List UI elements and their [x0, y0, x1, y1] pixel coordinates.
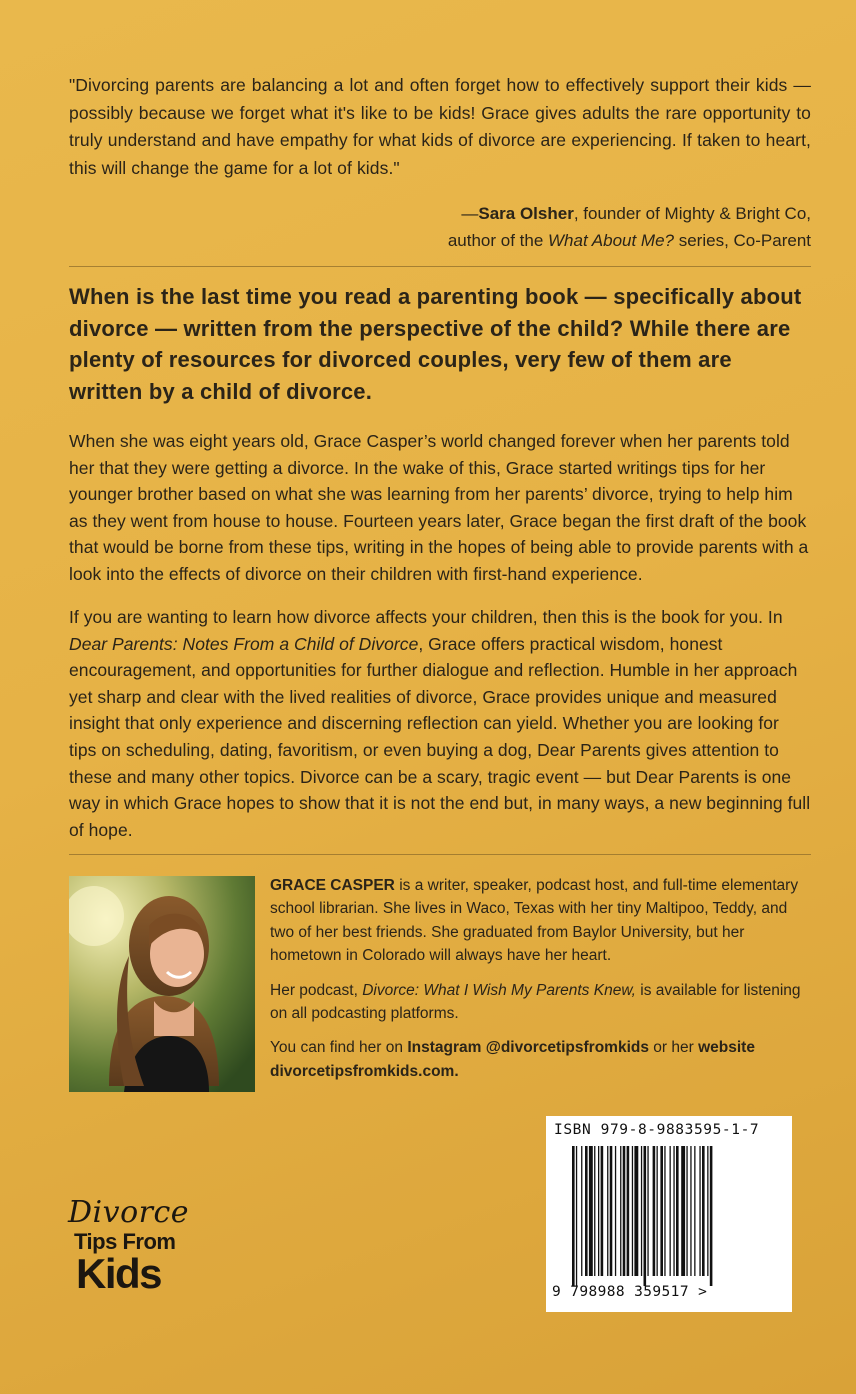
barcode-bar: [673, 1146, 674, 1276]
barcode-bar: [598, 1146, 599, 1276]
author-photo: [69, 876, 255, 1092]
barcode-bar: [601, 1146, 604, 1276]
author-portrait-icon: [69, 876, 255, 1092]
paragraph-2-rest: , Grace offers practical wisdom, honest encouragement, and opportunities for further dialogue and reflection. Humble in her approach yet sharp and clear with the lived realities of divorce, Grace provides unique and measured insight that only experience and discerning reflection can yield. Whether you are looking for tips on scheduling, dating, favoritism, or even buying a dog, Dear Parents gives attention to these and many other topics. Divorce can be a scary, tragic event — but Dear Parents is one way in which Grace hopes to show that it is not the end but, in many ways, a new beginning full of hope.: [69, 633, 811, 840]
divider-bottom: [69, 854, 811, 855]
barcode-bar: [681, 1146, 685, 1276]
barcode-digits: 9 798988 359517 >: [552, 1284, 708, 1300]
description-paragraph-1: When she was eight years old, Grace Casper’s world changed forever when her parents told her that they were getting a divorce. In the wake of this, Grace started writings tips for her younger brother based on what she was learning from her parents’ divorce, trying to help him as they went from house to house. Fourteen years later, Grace began the first draft of the book that would be borne from these tips, writing in the hopes of being able to provide parents with a look into the effects of divorce on their children with first-hand experience.: [69, 431, 809, 584]
bio-text-3b: or her: [648, 1039, 699, 1057]
attribution-series-rest: series, Co-Parent: [674, 231, 811, 250]
barcode-bar: [660, 1146, 663, 1276]
attribution-series-title: What About Me?: [548, 231, 674, 250]
barcode-bar: [576, 1146, 577, 1286]
website-label: website: [698, 1039, 755, 1057]
barcode-bar: [710, 1146, 713, 1286]
bio-paragraph-2: [270, 979, 810, 1026]
attribution-dash: —: [461, 204, 479, 223]
barcode-bar: [594, 1146, 595, 1276]
bio-text-1: is a writer, speaker, podcast host, and full-time elementary school librarian. She lives in Waco, Texas with her tiny Maltipoo, Teddy, and two of her best friends. She graduated from Baylor University, but her hometown in Colorado will always have her heart.: [270, 877, 799, 965]
barcode-bar: [585, 1146, 588, 1276]
barcode-bar: [686, 1146, 687, 1276]
barcode-panel: [546, 1116, 792, 1312]
barcode-bar: [627, 1146, 630, 1276]
barcode-bar: [632, 1146, 633, 1276]
barcode-bar: [589, 1146, 593, 1276]
barcode-bar: [615, 1146, 616, 1276]
logo-line-2: Tips From: [74, 1229, 176, 1254]
barcode-bar: [699, 1146, 700, 1276]
lead-paragraph: When is the last time you read a parenting book — specifically about divorce — written from the perspective of the child? While there are plenty of resources for divorced couples, very few of them are written by a child of divorce.: [69, 284, 802, 404]
barcode-bar: [690, 1146, 691, 1276]
barcode-bar: [694, 1146, 695, 1276]
barcode-bar: [641, 1146, 642, 1276]
barcode-bar: [647, 1146, 648, 1276]
barcode-bar: [607, 1146, 608, 1276]
author-name: GRACE CASPER: [270, 877, 395, 894]
divider-top: [69, 266, 811, 267]
barcode-bar: [676, 1146, 679, 1276]
attribution-name: Sara Olsher: [478, 204, 574, 223]
podcast-title: Divorce: What I Wish My Parents Knew,: [362, 981, 636, 999]
barcode-bar: [653, 1146, 656, 1276]
logo-line-3: Kids: [76, 1250, 162, 1297]
publisher-logo: [68, 1195, 198, 1297]
bio-text-3a: You can find her on: [270, 1039, 408, 1057]
barcode-bar: [610, 1146, 613, 1276]
bio-paragraph-1: [270, 874, 810, 968]
website-url: divorcetipsfromkids.com.: [270, 1062, 459, 1080]
barcode-bar: [644, 1146, 647, 1286]
barcode-bar: [670, 1146, 671, 1276]
barcode-bar: [623, 1146, 626, 1276]
attribution-author-of: author of the: [447, 231, 548, 250]
barcode-bar: [581, 1146, 582, 1276]
isbn-barcode-icon: [546, 1116, 792, 1312]
endorsement-attribution: [291, 200, 811, 254]
attribution-role: , founder of Mighty & Bright Co,: [573, 204, 811, 223]
barcode-bar: [702, 1146, 705, 1276]
barcode-bar: [620, 1146, 621, 1276]
endorsement-quote: "Divorcing parents are balancing a lot and often forget how to effectively support their kids — possibly because we forget what it's like to be kids! Grace gives adults the rare opportunity to truly understand and have empathy for what kids of divorce are experiencing. If taken to heart, this will change the game for a lot of kids.": [69, 75, 811, 178]
bio-text-2b: is available for listening on all podcasting platforms.: [270, 981, 801, 1023]
barcode-bar: [707, 1146, 708, 1276]
barcode-bar: [634, 1146, 638, 1276]
bio-paragraph-3: [270, 1036, 810, 1083]
barcode-bar: [664, 1146, 665, 1276]
author-bio: [270, 874, 810, 1094]
isbn-label: ISBN 979-8-9883595-1-7: [554, 1122, 760, 1138]
barcode-bar: [572, 1146, 575, 1286]
barcode-bar: [657, 1146, 658, 1276]
instagram-handle: Instagram @divorcetipsfromkids: [407, 1039, 649, 1057]
paragraph-2-start: If you are wanting to learn how divorce affects your children, then this is the book for you. In: [69, 607, 783, 627]
book-title: Dear Parents: Notes From a Child of Divorce: [69, 633, 419, 654]
bio-text-2a: Her podcast,: [270, 981, 363, 999]
logo-line-1: Divorce: [68, 1195, 190, 1230]
description-paragraph-2: [69, 604, 811, 843]
